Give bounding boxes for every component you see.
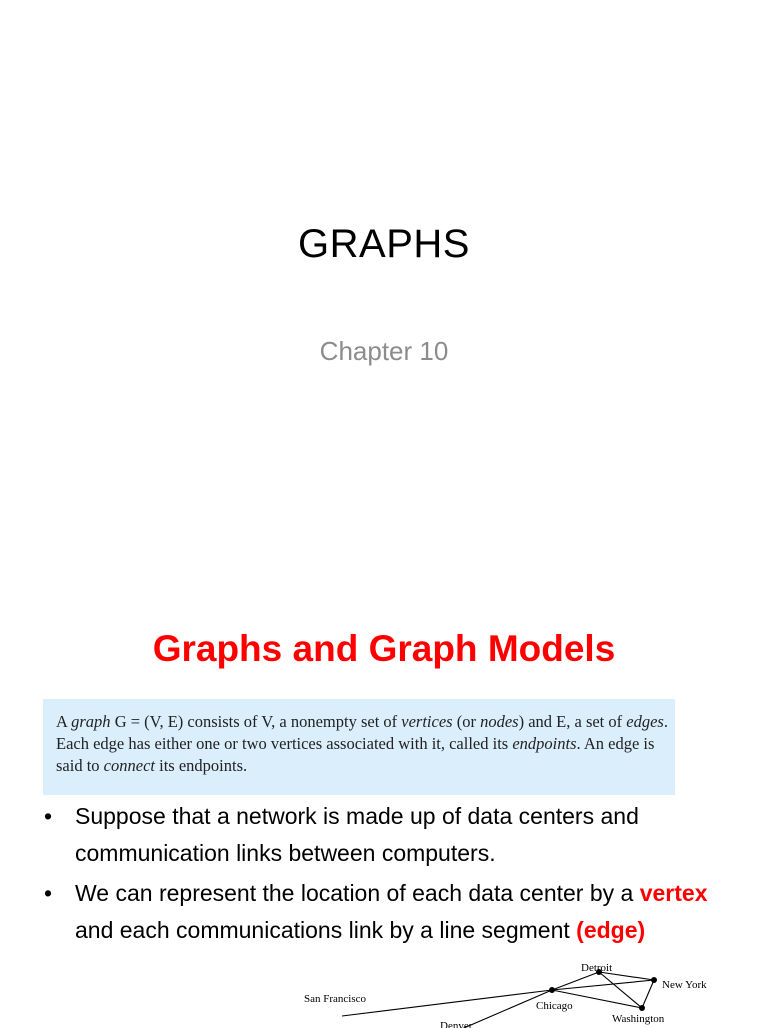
term-connect: connect: [103, 756, 155, 775]
slide-2: [0, 576, 768, 1028]
city-label-chicago: Chicago: [536, 1000, 573, 1012]
city-label-newyork: New York: [662, 979, 707, 991]
slide-subtitle: Chapter 10: [319, 336, 449, 366]
network-map: [290, 948, 730, 1028]
definition-text: A graph G = (V, E) consists of V, a nonempty set of vertices (or nodes) and E, a set of edges. Each edge has either one or two vertices associated with it, called its endpoints. An edge is said to connect its endpoints.: [56, 712, 668, 775]
slide-title: Graphs and Graph Models: [152, 628, 616, 669]
term-graph: graph: [71, 712, 111, 731]
slide-title: GRAPHS: [298, 222, 470, 266]
city-label-detroit: Detroit: [581, 962, 613, 974]
term-nodes: nodes: [480, 712, 519, 731]
bullet-icon: •: [44, 880, 53, 906]
city-label-sanfrancisco: San Francisco: [304, 993, 367, 1005]
term-edges: edges: [626, 712, 664, 731]
edge-newyork-washington: [642, 980, 654, 1008]
definition-box: [43, 699, 675, 795]
vertex-washington: [639, 1005, 645, 1011]
bullet-icon: •: [44, 803, 53, 829]
edge-chicago-newyork: [552, 980, 654, 990]
term-vertices: vertices: [401, 712, 453, 731]
bullet-item: • Suppose that a network is made up of data centers and communication links between computers.: [44, 798, 734, 871]
bullet-list: [44, 798, 734, 952]
city-label-denver: Denver: [440, 1020, 473, 1028]
term-endpoints: endpoints: [512, 734, 577, 753]
vertex-chicago: [549, 987, 555, 993]
city-label-washington: Washington: [612, 1013, 665, 1025]
term-edge: (edge): [576, 916, 646, 943]
bullet-item: • We can represent the location of each data center by a vertex and each communications link by a line segment (edge): [44, 875, 734, 948]
vertex-newyork: [651, 977, 657, 983]
term-vertex: vertex: [639, 880, 708, 906]
